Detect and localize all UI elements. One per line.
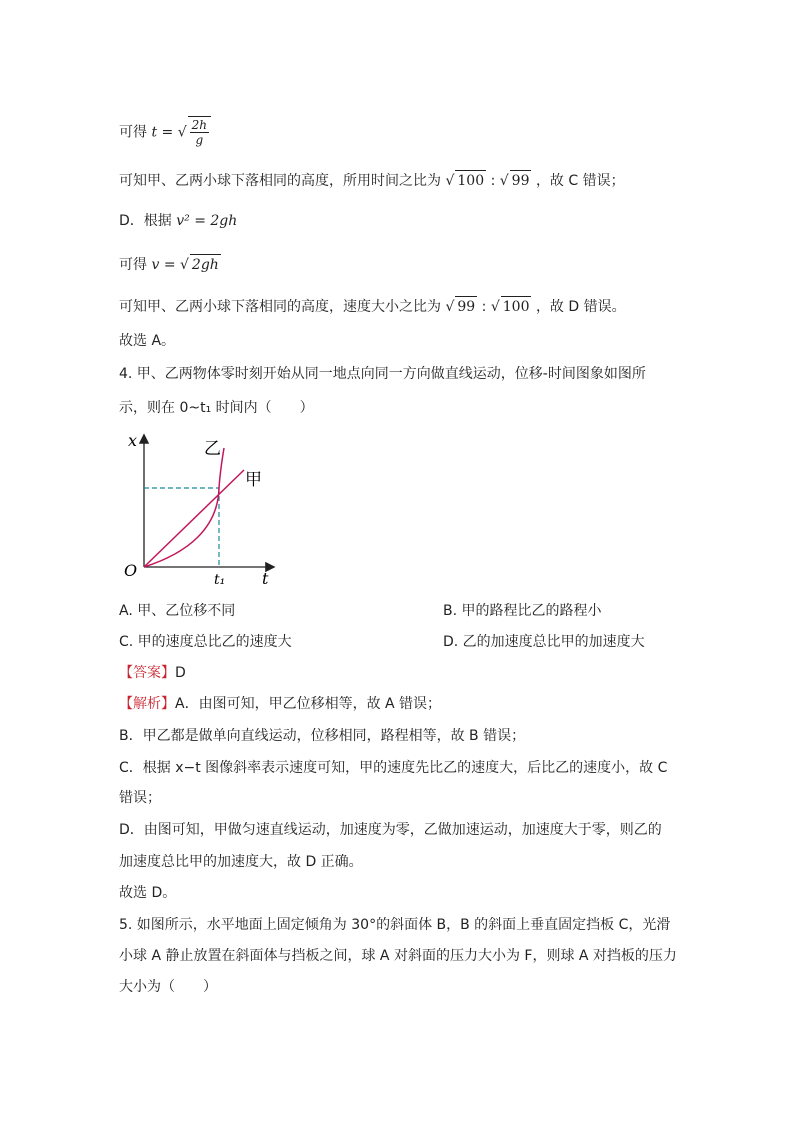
ratio-sep: : bbox=[490, 173, 496, 189]
option-a[interactable]: A. 甲、乙位移不同 bbox=[119, 603, 236, 619]
fraction-numerator: 2h bbox=[191, 118, 208, 132]
ratio-sep: : bbox=[481, 299, 487, 315]
speed-ratio-line bbox=[119, 296, 626, 317]
curve-jia bbox=[144, 470, 244, 567]
text: D．根据 bbox=[119, 213, 172, 229]
rad-value: 2gh bbox=[190, 254, 221, 275]
rad-value: 100 bbox=[501, 296, 532, 317]
q4-line-1: 4. 甲、乙两物体零时刻开始从同一地点向同一方向做直线运动，位移-时间图象如图所 bbox=[119, 366, 646, 382]
analysis-c-line-1: C．根据 x−t 图像斜率表示速度可知，甲的速度先比乙的速度大，后比乙的速度小，故 C bbox=[119, 760, 668, 776]
formula-var: t = bbox=[151, 124, 174, 141]
text-tail: ，故 C 错误； bbox=[535, 173, 625, 189]
sqrt: √ 2gh bbox=[180, 254, 221, 275]
analysis-text: A．由图可知，甲乙位移相等，故 A 错误； bbox=[175, 696, 442, 712]
answer-value: D bbox=[175, 665, 186, 681]
curve-label-yi: 乙 bbox=[204, 439, 221, 459]
formula-line-t bbox=[119, 116, 211, 147]
option-d[interactable]: D. 乙的加速度总比甲的加速度大 bbox=[443, 634, 645, 650]
answer-line bbox=[119, 663, 186, 683]
origin-label: O bbox=[124, 561, 138, 580]
text: 可知甲、乙两小球下落相同的高度，所用时间之比为 bbox=[119, 173, 441, 189]
text-prefix: 可得 bbox=[119, 257, 147, 273]
analysis-tag: 【解析】 bbox=[119, 696, 175, 712]
rad-value: 99 bbox=[510, 170, 532, 191]
analysis-d-line-2: 加速度总比甲的加速度大，故 D 正确。 bbox=[119, 854, 363, 870]
analysis-a-line bbox=[119, 694, 441, 714]
sqrt-a: √ 99 bbox=[445, 296, 477, 317]
q5-line-1: 5. 如图所示，水平地面上固定倾角为 30°的斜面体 B，B 的斜面上垂直固定挡板 C，光滑 bbox=[119, 917, 671, 933]
option-c[interactable]: C. 甲的速度总比乙的速度大 bbox=[119, 634, 292, 650]
fraction-denominator: g bbox=[195, 133, 204, 147]
analysis-b-line: B．甲乙都是做单向直线运动，位移相同，路程相等，故 B 错误； bbox=[119, 728, 526, 744]
analysis-choose-line: 故选 D。 bbox=[119, 885, 177, 901]
formula-line-d bbox=[119, 211, 237, 231]
formula-line-v bbox=[119, 254, 221, 275]
rad-value: 100 bbox=[455, 170, 486, 191]
text-prefix: 可得 bbox=[119, 124, 147, 141]
sqrt-fraction: √ $\frac{2h}{g}$ bbox=[178, 116, 211, 147]
formula: v² = 2gh bbox=[176, 213, 238, 229]
choose-a-line: 故选 A。 bbox=[119, 333, 176, 349]
q5-line-2: 小球 A 静止放置在斜面体与挡板之间，球 A 对斜面的压力大小为 F，则球 A 对挡板的压力 bbox=[119, 948, 677, 964]
analysis-c-line-2: 错误； bbox=[119, 790, 161, 806]
curve-label-jia: 甲 bbox=[245, 470, 262, 490]
rad-value: 99 bbox=[455, 296, 477, 317]
sqrt-b: √ 99 bbox=[500, 170, 532, 191]
time-ratio-line bbox=[119, 170, 625, 191]
text-tail: ，故 D 错误。 bbox=[535, 299, 626, 315]
option-b[interactable]: B. 甲的路程比乙的路程小 bbox=[443, 603, 602, 619]
x-axis-label: t bbox=[262, 569, 269, 588]
sqrt-b: √ 100 bbox=[491, 296, 532, 317]
sqrt-a: √ 100 bbox=[445, 170, 486, 191]
answer-tag: 【答案】 bbox=[119, 665, 175, 681]
y-axis-label: x bbox=[128, 431, 138, 450]
xt-graph bbox=[118, 428, 288, 590]
analysis-d-line-1: D．由图可知，甲做匀速直线运动，加速度为零，乙做加速运动，加速度大于零，则乙的 bbox=[119, 822, 662, 838]
curve-yi bbox=[144, 448, 224, 567]
q4-line-2: 示，则在 0~t₁ 时间内（ ） bbox=[119, 400, 314, 416]
t1-tick-label: t₁ bbox=[214, 572, 226, 588]
formula-var: v = bbox=[151, 257, 176, 273]
text: 可知甲、乙两小球下落相同的高度，速度大小之比为 bbox=[119, 299, 441, 315]
q5-line-3: 大小为（ ） bbox=[119, 979, 217, 995]
